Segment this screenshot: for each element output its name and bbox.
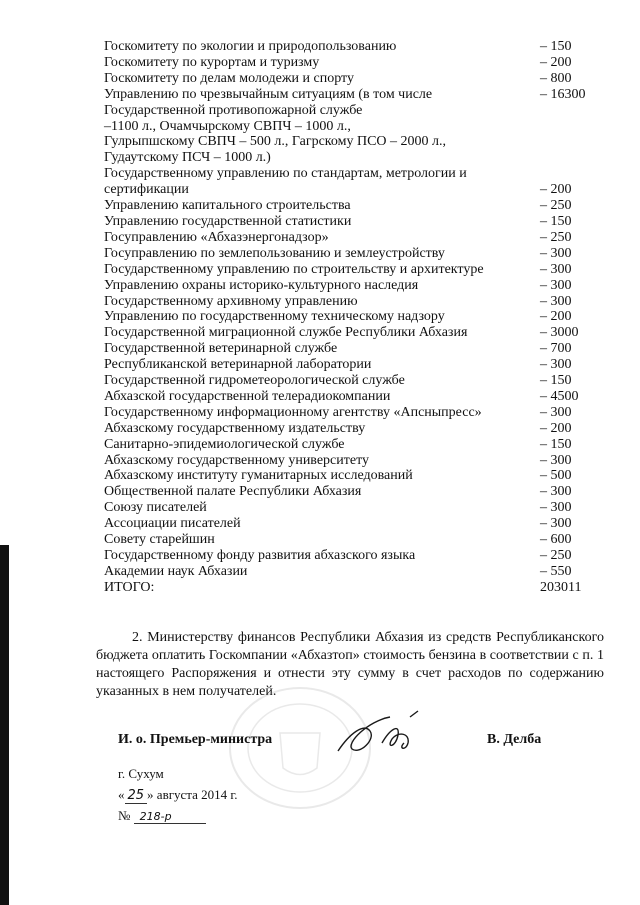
list-item (104, 150, 604, 166)
list-item (104, 262, 604, 278)
recipient-amount: – 250 (540, 198, 572, 214)
list-item (104, 182, 604, 198)
date-month-year: августа 2014 г. (156, 787, 238, 802)
recipient-name: Академии наук Абхазии (104, 563, 248, 579)
list-item (104, 500, 604, 516)
number-prefix: № (118, 808, 131, 823)
list-item (104, 103, 604, 119)
list-item (104, 294, 604, 310)
recipient-amount: – 150 (540, 39, 572, 54)
recipient-amount: – 200 (540, 420, 572, 436)
recipient-name: Абхазской государственной телерадиокомпании (104, 388, 391, 404)
recipient-amount: – 300 (540, 500, 572, 516)
signer-title: И. о. Премьер-министра (118, 732, 273, 747)
recipient-name: Совету старейшин (104, 532, 215, 548)
scan-edge-bar (0, 545, 9, 905)
list-item (104, 532, 604, 548)
recipient-amount: – 300 (540, 404, 572, 420)
recipient-amount: – 200 (540, 54, 572, 70)
recipient-name: Государственному управлению по стандартам, метрологии и (104, 166, 467, 182)
recipient-amount: – 300 (540, 245, 572, 261)
list-item (104, 437, 604, 453)
list-item (104, 278, 604, 294)
list-item (104, 119, 604, 135)
total-label: ИТОГО: (104, 579, 155, 595)
recipient-name: Управлению государственной статистики (104, 213, 352, 229)
list-item (104, 87, 604, 103)
list-item (104, 548, 604, 564)
list-item (104, 230, 604, 246)
total-value: 203011 (540, 579, 582, 595)
list-item (104, 341, 604, 357)
number-value: 218-р (134, 810, 206, 824)
list-item (104, 389, 604, 405)
recipient-amount: – 250 (540, 229, 572, 245)
list-item (104, 516, 604, 532)
list-item (104, 357, 604, 373)
paragraph-text: 2. Министерству финансов Республики Абхазия из средств Республиканского бюджета оплатить Госкомпании «Абхазтоп» стоимость бензина в соответствии с п. 1 настоящего Распоряжения и отнести эту сумму в счет расходов по содержанию указанных в нем получателей. (96, 630, 604, 699)
list-item (104, 421, 604, 437)
recipient-amount: – 700 (540, 341, 572, 357)
recipient-name: Госкомитету по делам молодежи и спорту (104, 70, 354, 86)
recipient-amount: – 550 (540, 563, 572, 579)
date-day: 25 (125, 788, 148, 804)
signature-text: Дб (330, 703, 332, 704)
recipient-amount: – 250 (540, 548, 572, 563)
recipient-name: Государственной ветеринарной службе (104, 341, 338, 357)
recipient-name: сертификации (104, 182, 189, 198)
recipient-name: Госкомитету по экологии и природопользованию (104, 39, 397, 54)
recipient-name: Государственной противопожарной службе (104, 102, 363, 118)
list-item (104, 71, 604, 87)
list-item (104, 453, 604, 469)
recipient-name: Управлению по чрезвычайным ситуациям (в том числе (104, 86, 433, 102)
date-open-quote: « (118, 787, 125, 802)
recipient-amount: – 200 (540, 309, 572, 325)
recipient-name: Государственной миграционной службе Республики Абхазия (104, 325, 468, 341)
handwritten-signature (330, 703, 440, 763)
recipient-amount: – 300 (540, 293, 572, 309)
recipient-amount: – 4500 (540, 388, 579, 404)
recipient-name: Управлению по государственному техническому надзору (104, 309, 445, 325)
recipient-name: Государственной гидрометеорологической службе (104, 373, 405, 389)
list-item (104, 405, 604, 421)
recipient-amount: – 300 (540, 484, 572, 500)
list-item (104, 214, 604, 230)
recipient-amount: – 600 (540, 532, 572, 548)
recipient-name: Общественной палате Республики Абхазия (104, 484, 362, 500)
recipient-amount: – 200 (540, 182, 572, 198)
total-row (104, 580, 604, 596)
recipient-amount: – 16300 (540, 86, 586, 102)
recipient-name: –1100 л., Очамчырскому СВПЧ – 1000 л., (104, 118, 351, 134)
list-item (104, 309, 604, 325)
recipient-amount: – 300 (540, 452, 572, 468)
recipient-name: Абхазскому государственному издательству (104, 420, 366, 436)
city: г. Сухум (118, 766, 164, 781)
signer-name: В. Делба (487, 732, 542, 747)
recipient-name: Государственному фонду развития абхазского языка (104, 548, 416, 563)
recipient-name: Союзу писателей (104, 500, 207, 516)
date-close-quote: » (147, 787, 154, 802)
recipient-amount: – 150 (540, 373, 572, 389)
recipient-amount: – 3000 (540, 325, 579, 341)
recipient-name: Управлению охраны историко-культурного наследия (104, 277, 419, 293)
recipient-name: Гудаутскому ПСЧ – 1000 л.) (104, 150, 271, 166)
recipient-amount: – 300 (540, 261, 572, 277)
recipient-name: Гулрыпшскому СВПЧ – 500 л., Гагрскому ПСО – 2000 л., (104, 134, 447, 150)
recipient-name: Абхазскому институту гуманитарных исследований (104, 468, 413, 484)
list-item (104, 55, 604, 71)
list-item (104, 564, 604, 580)
list-item (104, 325, 604, 341)
recipient-name: Ассоциации писателей (104, 516, 241, 532)
list-item (104, 484, 604, 500)
recipient-amount: – 500 (540, 468, 572, 484)
list-item (104, 373, 604, 389)
recipient-amount: – 300 (540, 516, 572, 532)
recipient-amount: – 300 (540, 357, 572, 373)
list-item (104, 134, 604, 150)
recipient-amount: – 150 (540, 436, 572, 452)
recipient-amount: – 800 (540, 70, 572, 86)
date-line (118, 787, 238, 803)
recipient-name: Абхазскому государственному университету (104, 452, 370, 468)
recipient-name: Республиканской ветеринарной лаборатории (104, 357, 372, 373)
recipient-name: Государственному архивному управлению (104, 293, 358, 309)
recipient-name: Государственному информационному агентству «Апсныпресс» (104, 404, 482, 420)
recipients-list (104, 39, 604, 596)
recipient-name: Госкомитету по курортам и туризму (104, 54, 320, 70)
list-item (104, 39, 604, 55)
recipient-name: Госуправлению «Абхазэнергонадзор» (104, 229, 329, 245)
recipient-amount: – 150 (540, 213, 572, 229)
recipient-name: Госуправлению по землепользованию и землеустройству (104, 245, 445, 261)
list-item (104, 246, 604, 262)
recipient-name: Санитарно-эпидемиологической службе (104, 436, 345, 452)
recipient-amount: – 300 (540, 277, 572, 293)
list-item (104, 468, 604, 484)
recipient-name: Государственному управлению по строительству и архитектуре (104, 261, 484, 277)
list-item (104, 166, 604, 182)
document-number (118, 808, 206, 824)
recipient-name: Управлению капитального строительства (104, 198, 351, 214)
list-item (104, 198, 604, 214)
